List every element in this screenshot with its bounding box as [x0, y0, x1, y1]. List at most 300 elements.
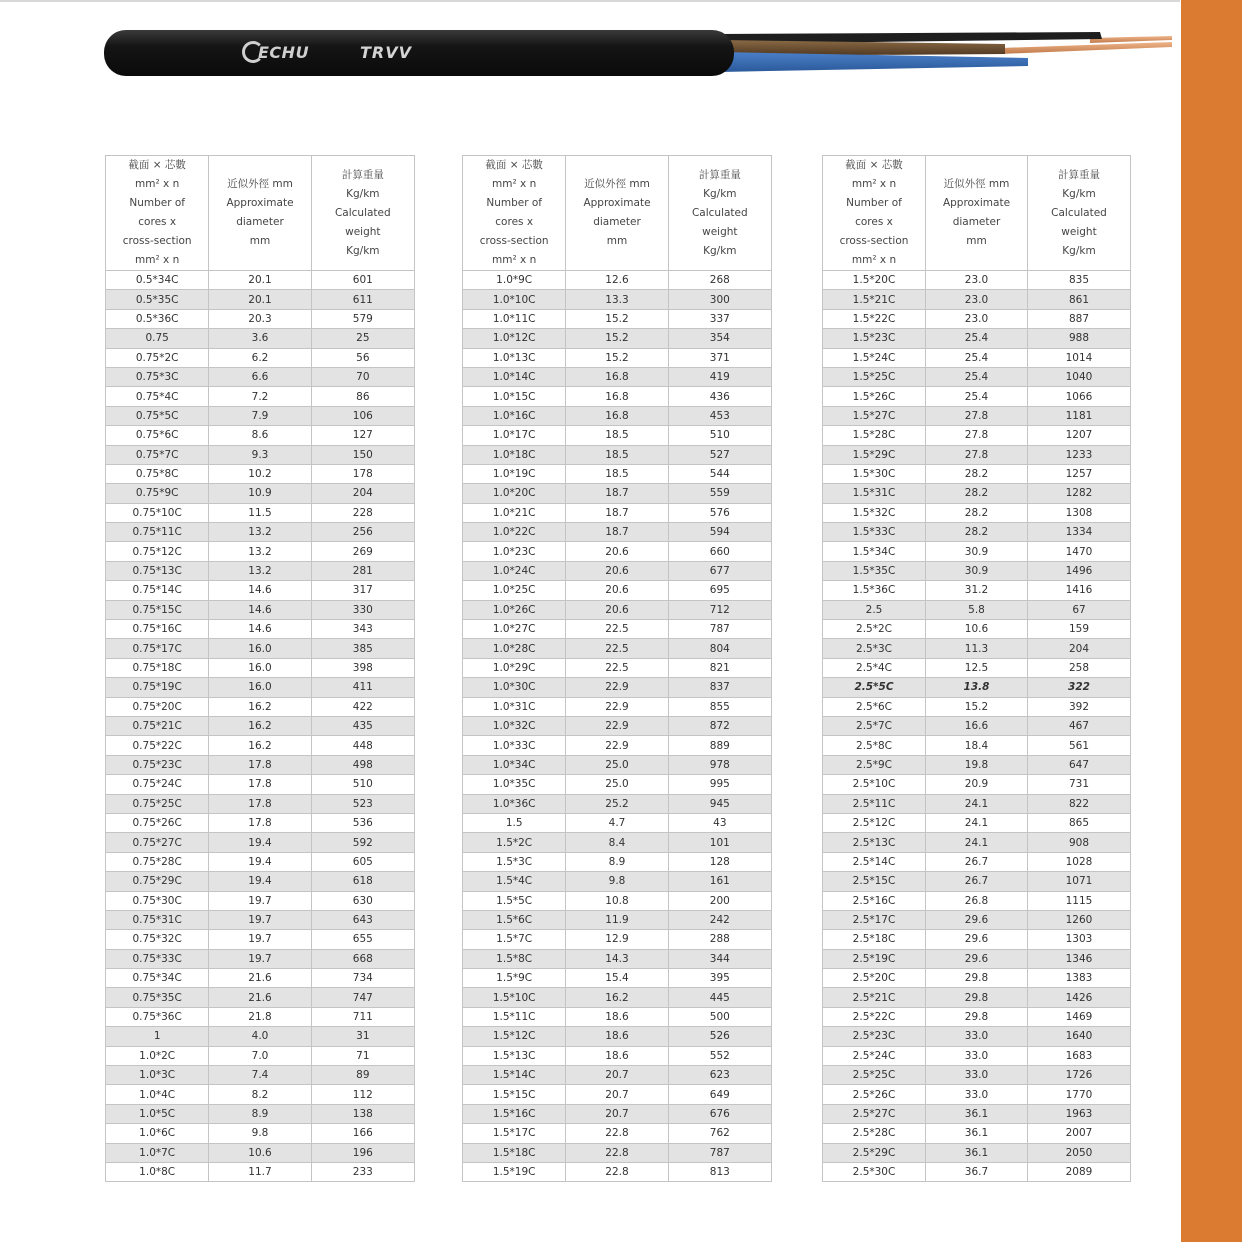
cell-diameter: 16.0 [209, 658, 311, 677]
table-body [823, 271, 1131, 1182]
cell-section: 1.5*12C [463, 1027, 566, 1046]
table-row [106, 852, 415, 871]
cell-section: 0.75*35C [106, 988, 209, 1007]
cell-weight: 242 [668, 910, 771, 929]
cell-weight: 256 [311, 523, 414, 542]
cell-diameter: 11.9 [566, 910, 668, 929]
table-row [463, 406, 772, 425]
cell-weight: 643 [311, 910, 414, 929]
header-line: mm² x n [135, 254, 180, 266]
table-row [823, 678, 1131, 697]
cell-weight: 995 [668, 775, 771, 794]
spec-table-2 [462, 155, 772, 1182]
cell-diameter: 16.0 [209, 639, 311, 658]
table-row [463, 561, 772, 580]
cell-diameter: 24.1 [926, 833, 1028, 852]
table-row [106, 445, 415, 464]
cell-weight: 343 [311, 620, 414, 639]
header-line: mm [606, 235, 628, 247]
table-row [463, 1162, 772, 1181]
table-row [106, 561, 415, 580]
cell-weight: 592 [311, 833, 414, 852]
cell-weight: 1346 [1028, 949, 1131, 968]
cell-section: 1.5*14C [463, 1066, 566, 1085]
cell-diameter: 33.0 [926, 1046, 1028, 1065]
cell-diameter: 14.6 [209, 600, 311, 619]
header-diameter [566, 156, 668, 271]
cell-section: 2.5*25C [823, 1066, 926, 1085]
header-line: 截面 × 芯數 [845, 159, 903, 171]
cell-diameter: 26.8 [926, 891, 1028, 910]
cell-section: 0.75*32C [106, 930, 209, 949]
cell-weight: 1040 [1028, 367, 1131, 386]
cell-weight: 605 [311, 852, 414, 871]
header-line: Kg/km [1062, 187, 1096, 200]
table-row [823, 1066, 1131, 1085]
cell-section: 1.0*33C [463, 736, 566, 755]
cell-section: 2.5*14C [823, 852, 926, 871]
cell-diameter: 25.0 [566, 755, 668, 774]
cell-section: 1.5*26C [823, 387, 926, 406]
cell-diameter: 19.4 [209, 852, 311, 871]
cell-weight: 31 [311, 1027, 414, 1046]
table-header-row [106, 156, 415, 271]
cell-diameter: 20.6 [566, 581, 668, 600]
table-row [463, 1104, 772, 1123]
cell-section: 1.0*22C [463, 523, 566, 542]
cell-weight: 1770 [1028, 1085, 1131, 1104]
cell-diameter: 12.6 [566, 271, 668, 290]
cell-weight: 821 [668, 658, 771, 677]
cell-section: 0.75*31C [106, 910, 209, 929]
cell-weight: 1014 [1028, 348, 1131, 367]
cell-section: 2.5*7C [823, 716, 926, 735]
header-section [463, 156, 566, 271]
cell-diameter: 25.4 [926, 387, 1028, 406]
table-row [106, 523, 415, 542]
table-row [463, 387, 772, 406]
cell-weight: 527 [668, 445, 771, 464]
cell-section: 1 [106, 1027, 209, 1046]
cell-weight: 865 [1028, 813, 1131, 832]
cell-section: 1.0*21C [463, 503, 566, 522]
table-row [463, 1066, 772, 1085]
cell-diameter: 20.7 [566, 1085, 668, 1104]
cell-section: 1.5*16C [463, 1104, 566, 1123]
cell-diameter: 13.3 [566, 290, 668, 309]
cell-diameter: 18.4 [926, 736, 1028, 755]
cell-diameter: 17.8 [209, 775, 311, 794]
table-row [106, 1066, 415, 1085]
cell-weight: 630 [311, 891, 414, 910]
cell-diameter: 25.2 [566, 794, 668, 813]
cell-diameter: 11.3 [926, 639, 1028, 658]
header-line: mm² x n [492, 178, 537, 190]
cell-weight: 445 [668, 988, 771, 1007]
cell-section: 1.5*24C [823, 348, 926, 367]
cell-diameter: 25.4 [926, 367, 1028, 386]
table-row [463, 949, 772, 968]
header-line: weight [345, 225, 381, 238]
cell-diameter: 28.2 [926, 464, 1028, 483]
cell-diameter: 23.0 [926, 271, 1028, 290]
cell-diameter: 18.5 [566, 464, 668, 483]
table-row [463, 581, 772, 600]
header-line: Kg/km [703, 187, 737, 200]
cell-weight: 1640 [1028, 1027, 1131, 1046]
header-line: Approximate [942, 197, 1011, 209]
table-row [823, 309, 1131, 328]
table-row [106, 910, 415, 929]
cell-diameter: 3.6 [209, 329, 311, 348]
table-row [106, 271, 415, 290]
table-row [106, 1143, 415, 1162]
cell-section: 2.5*13C [823, 833, 926, 852]
table-row [106, 1085, 415, 1104]
cell-section: 1.5*18C [463, 1143, 566, 1162]
cell-diameter: 18.6 [566, 1046, 668, 1065]
cell-weight: 200 [668, 891, 771, 910]
cell-diameter: 4.7 [566, 813, 668, 832]
cell-section: 0.75*9C [106, 484, 209, 503]
table-row [463, 969, 772, 988]
cell-diameter: 9.8 [209, 1124, 311, 1143]
cell-section: 2.5 [823, 600, 926, 619]
cell-weight: 67 [1028, 600, 1131, 619]
cable-type-label: TRVV [360, 43, 412, 62]
cell-section: 2.5*30C [823, 1162, 926, 1181]
cell-diameter: 33.0 [926, 1085, 1028, 1104]
header-section [106, 156, 209, 271]
cell-diameter: 22.5 [566, 639, 668, 658]
cell-diameter: 20.6 [566, 542, 668, 561]
cell-diameter: 8.9 [209, 1104, 311, 1123]
header-line: Kg/km [346, 244, 380, 257]
table-row [106, 697, 415, 716]
cell-diameter: 30.9 [926, 542, 1028, 561]
cell-diameter: 33.0 [926, 1066, 1028, 1085]
spec-table-3 [822, 155, 1131, 1182]
cell-weight: 101 [668, 833, 771, 852]
table-row [823, 891, 1131, 910]
table-row [823, 910, 1131, 929]
table-row [463, 1007, 772, 1026]
cell-section: 1.0*3C [106, 1066, 209, 1085]
table-row [463, 1143, 772, 1162]
cell-diameter: 22.9 [566, 678, 668, 697]
cell-section: 0.75*2C [106, 348, 209, 367]
cell-weight: 385 [311, 639, 414, 658]
cell-weight: 552 [668, 1046, 771, 1065]
header-line: mm² x n [851, 254, 897, 266]
cell-diameter: 20.3 [209, 309, 311, 328]
cell-section: 1.0*36C [463, 794, 566, 813]
cell-diameter: 9.8 [566, 872, 668, 891]
table-row [463, 1046, 772, 1065]
header-line: cores x [138, 216, 177, 228]
cell-section: 1.5*23C [823, 329, 926, 348]
cell-section: 1.5*20C [823, 271, 926, 290]
cell-section: 0.75*34C [106, 969, 209, 988]
cell-section: 0.75*22C [106, 736, 209, 755]
cell-section: 2.5*28C [823, 1124, 926, 1143]
cell-weight: 204 [1028, 639, 1131, 658]
table-row [823, 1085, 1131, 1104]
cell-weight: 25 [311, 329, 414, 348]
cell-weight: 1683 [1028, 1046, 1131, 1065]
cell-section: 1.5*30C [823, 464, 926, 483]
table-row [463, 736, 772, 755]
table-row [463, 930, 772, 949]
header-line: 近似外徑 mm [584, 178, 650, 190]
cell-section: 0.75*6C [106, 426, 209, 445]
cell-weight: 510 [668, 426, 771, 445]
cell-section: 0.75*16C [106, 620, 209, 639]
cell-weight: 106 [311, 406, 414, 425]
table-row [823, 755, 1131, 774]
table-row [106, 1104, 415, 1123]
cell-weight: 435 [311, 716, 414, 735]
cell-diameter: 7.0 [209, 1046, 311, 1065]
cell-weight: 822 [1028, 794, 1131, 813]
header-line: Number of [846, 197, 902, 209]
header-line: 截面 × 芯數 [485, 159, 543, 171]
cell-diameter: 8.2 [209, 1085, 311, 1104]
table-row [823, 697, 1131, 716]
spec-table-1 [105, 155, 415, 1182]
cell-section: 1.5*4C [463, 872, 566, 891]
cell-weight: 159 [1028, 620, 1131, 639]
header-line: 近似外徑 mm [943, 178, 1010, 190]
cell-diameter: 16.2 [209, 697, 311, 716]
cell-section: 1.0*29C [463, 658, 566, 677]
table-row [823, 406, 1131, 425]
cell-section: 1.0*30C [463, 678, 566, 697]
header-line: Calculated [691, 206, 748, 219]
cell-weight: 448 [311, 736, 414, 755]
cell-diameter: 28.2 [926, 523, 1028, 542]
header-line: 計算重量 [341, 168, 384, 181]
cell-diameter: 27.8 [926, 445, 1028, 464]
cell-weight: 43 [668, 813, 771, 832]
table-row [106, 775, 415, 794]
cell-weight: 677 [668, 561, 771, 580]
table-row [463, 852, 772, 871]
cell-section: 0.5*35C [106, 290, 209, 309]
table-row [106, 813, 415, 832]
header-weight [311, 156, 414, 271]
table-header-row [823, 156, 1131, 271]
table-row [106, 309, 415, 328]
cell-section: 1.0*24C [463, 561, 566, 580]
table-row [823, 1162, 1131, 1181]
cell-section: 1.0*6C [106, 1124, 209, 1143]
cell-section: 1.0*9C [463, 271, 566, 290]
cell-weight: 601 [311, 271, 414, 290]
table-row [463, 348, 772, 367]
cell-diameter: 16.8 [566, 387, 668, 406]
cell-section: 0.75*12C [106, 542, 209, 561]
table-row [823, 367, 1131, 386]
cell-weight: 269 [311, 542, 414, 561]
cell-weight: 579 [311, 309, 414, 328]
cell-diameter: 20.1 [209, 290, 311, 309]
cell-section: 1.5*8C [463, 949, 566, 968]
table-row [463, 716, 772, 735]
cell-diameter: 20.1 [209, 271, 311, 290]
cell-section: 1.5*21C [823, 290, 926, 309]
table-body [463, 271, 772, 1182]
table-row [463, 290, 772, 309]
cell-section: 2.5*18C [823, 930, 926, 949]
cell-weight: 70 [311, 367, 414, 386]
cell-diameter: 36.1 [926, 1124, 1028, 1143]
cell-weight: 618 [311, 872, 414, 891]
cell-diameter: 20.6 [566, 600, 668, 619]
table-row [106, 620, 415, 639]
cell-diameter: 18.6 [566, 1007, 668, 1026]
cell-diameter: 12.5 [926, 658, 1028, 677]
cell-diameter: 36.7 [926, 1162, 1028, 1181]
table-row [106, 581, 415, 600]
cell-diameter: 8.9 [566, 852, 668, 871]
table-row [463, 309, 772, 328]
cell-diameter: 21.6 [209, 969, 311, 988]
cell-section: 2.5*21C [823, 988, 926, 1007]
cell-section: 0.75*7C [106, 445, 209, 464]
cell-diameter: 19.7 [209, 891, 311, 910]
table-row [823, 523, 1131, 542]
cell-diameter: 31.2 [926, 581, 1028, 600]
cell-section: 2.5*19C [823, 949, 926, 968]
cell-weight: 655 [311, 930, 414, 949]
cell-section: 1.0*7C [106, 1143, 209, 1162]
cell-weight: 322 [1028, 678, 1131, 697]
cell-weight: 510 [311, 775, 414, 794]
outer-sheath [104, 30, 734, 76]
cell-section: 1.0*17C [463, 426, 566, 445]
header-diameter [209, 156, 311, 271]
cell-weight: 354 [668, 329, 771, 348]
cell-diameter: 11.7 [209, 1162, 311, 1181]
table-row [463, 503, 772, 522]
cell-weight: 561 [1028, 736, 1131, 755]
table-row [106, 387, 415, 406]
cell-section: 2.5*24C [823, 1046, 926, 1065]
cell-section: 1.0*12C [463, 329, 566, 348]
cell-weight: 623 [668, 1066, 771, 1085]
table-row [106, 290, 415, 309]
cell-weight: 453 [668, 406, 771, 425]
cell-weight: 86 [311, 387, 414, 406]
header-line: Kg/km [346, 187, 380, 200]
cell-diameter: 19.7 [209, 930, 311, 949]
table-row [823, 852, 1131, 871]
cell-weight: 1257 [1028, 464, 1131, 483]
table-row [106, 833, 415, 852]
table-row [463, 484, 772, 503]
header-section [823, 156, 926, 271]
table-row [106, 1124, 415, 1143]
cell-diameter: 21.8 [209, 1007, 311, 1026]
cell-section: 1.0*35C [463, 775, 566, 794]
table-row [823, 387, 1131, 406]
cell-weight: 233 [311, 1162, 414, 1181]
cell-weight: 337 [668, 309, 771, 328]
table-row [463, 426, 772, 445]
cell-section: 2.5*20C [823, 969, 926, 988]
cell-section: 1.5*2C [463, 833, 566, 852]
cell-diameter: 8.6 [209, 426, 311, 445]
cell-diameter: 7.4 [209, 1066, 311, 1085]
cell-diameter: 14.6 [209, 620, 311, 639]
table-row [106, 716, 415, 735]
table-row [106, 464, 415, 483]
cell-section: 1.0*34C [463, 755, 566, 774]
copper-conductor-bottom [1000, 42, 1172, 54]
cell-diameter: 12.9 [566, 930, 668, 949]
cell-diameter: 10.9 [209, 484, 311, 503]
table-row [106, 329, 415, 348]
cell-weight: 1207 [1028, 426, 1131, 445]
cell-diameter: 19.8 [926, 755, 1028, 774]
cell-diameter: 30.9 [926, 561, 1028, 580]
cell-diameter: 14.3 [566, 949, 668, 968]
cell-diameter: 26.7 [926, 872, 1028, 891]
cell-weight: 861 [1028, 290, 1131, 309]
cell-weight: 1416 [1028, 581, 1131, 600]
cell-section: 1.0*23C [463, 542, 566, 561]
cell-diameter: 21.6 [209, 988, 311, 1007]
cell-section: 1.0*8C [106, 1162, 209, 1181]
table-row [823, 542, 1131, 561]
table-row [823, 988, 1131, 1007]
cell-weight: 419 [668, 367, 771, 386]
table-row [823, 464, 1131, 483]
header-line: Number of [486, 197, 542, 209]
table-row [823, 1143, 1131, 1162]
table-row [823, 949, 1131, 968]
header-line: Kg/km [703, 244, 737, 257]
cell-section: 2.5*5C [823, 678, 926, 697]
cell-section: 1.0*4C [106, 1085, 209, 1104]
table-row [106, 484, 415, 503]
cell-section: 1.0*11C [463, 309, 566, 328]
table-row [463, 755, 772, 774]
cell-diameter: 16.2 [209, 716, 311, 735]
cell-diameter: 25.4 [926, 329, 1028, 348]
cell-weight: 734 [311, 969, 414, 988]
cell-diameter: 29.6 [926, 930, 1028, 949]
table-header-row [463, 156, 772, 271]
cell-diameter: 15.2 [566, 309, 668, 328]
table-row [106, 736, 415, 755]
header-line: diameter [236, 216, 284, 228]
header-diameter [926, 156, 1028, 271]
cell-section: 0.75*36C [106, 1007, 209, 1026]
cell-weight: 330 [311, 600, 414, 619]
header-line: Approximate [226, 197, 294, 209]
cell-diameter: 20.7 [566, 1104, 668, 1123]
cell-weight: 887 [1028, 309, 1131, 328]
cell-diameter: 20.9 [926, 775, 1028, 794]
cell-weight: 804 [668, 639, 771, 658]
cell-diameter: 16.6 [926, 716, 1028, 735]
cell-diameter: 19.4 [209, 872, 311, 891]
table-row [463, 1124, 772, 1143]
cell-diameter: 23.0 [926, 309, 1028, 328]
cell-weight: 1303 [1028, 930, 1131, 949]
